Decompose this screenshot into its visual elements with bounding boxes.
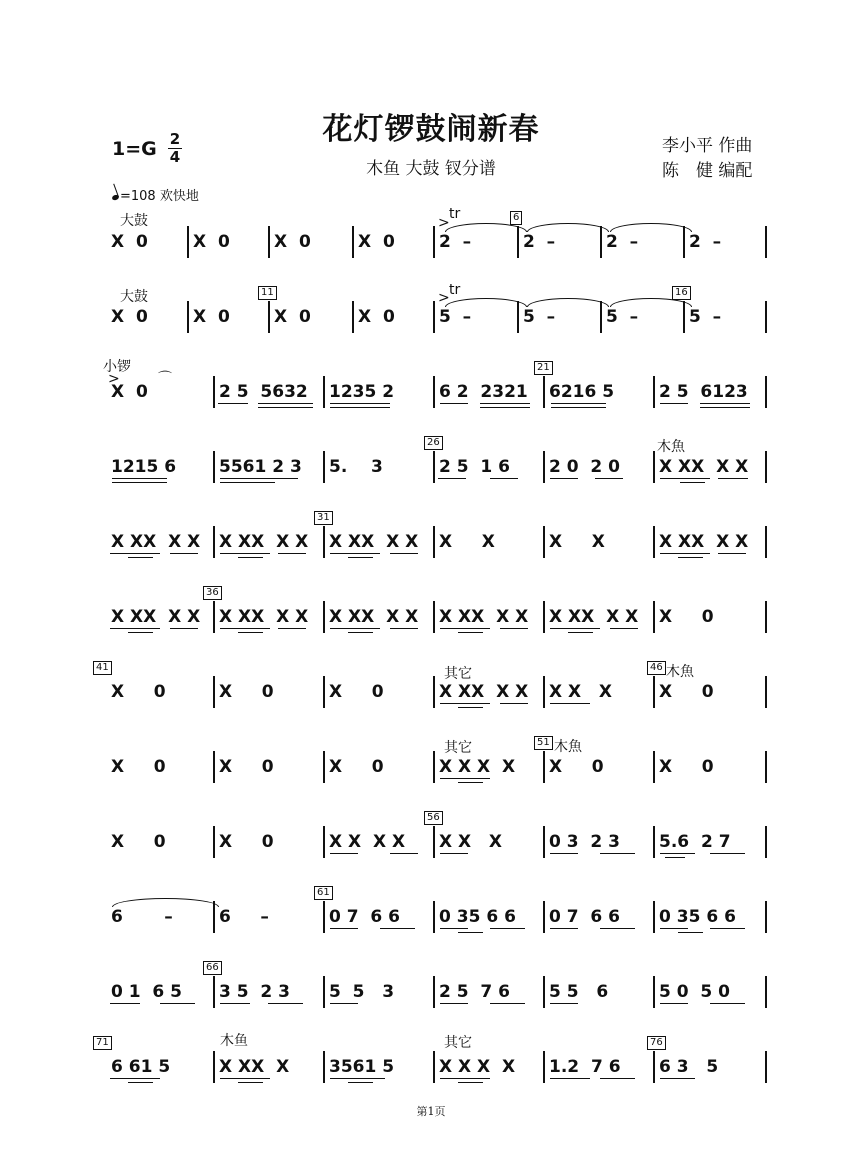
- measure-notes: 5.6 2 7: [659, 832, 731, 852]
- beam-underline: [112, 482, 167, 483]
- measure-notes: 2 –: [523, 232, 556, 252]
- barline: [433, 676, 435, 708]
- measure-notes: X XX X X: [439, 607, 529, 627]
- beam-underline: [490, 1003, 525, 1004]
- beam-underline: [438, 478, 466, 479]
- barline: [433, 376, 435, 408]
- instrument-label-dagu: 大鼓: [120, 213, 148, 229]
- measure-notes: X 0: [193, 232, 230, 252]
- barline: [268, 226, 270, 258]
- barline: [653, 1051, 655, 1083]
- barline: [433, 301, 435, 333]
- measure-notes: 1.2 7 6: [549, 1057, 621, 1077]
- beam-underline: [390, 628, 418, 629]
- instrument-label-muyu: 木魚: [657, 439, 685, 455]
- measure-notes: X XX X X: [329, 532, 419, 552]
- barline: [323, 376, 325, 408]
- beam-underline: [550, 628, 600, 629]
- beam-underline: [660, 853, 695, 854]
- measure-notes: X 0: [358, 307, 395, 327]
- beam-underline: [390, 553, 418, 554]
- instrument-label-qita: 其它: [444, 666, 472, 682]
- measure-number: 31: [314, 511, 333, 525]
- trill-mark: tr: [449, 206, 461, 222]
- tempo-marking: [112, 185, 199, 204]
- measure-notes: X 0: [219, 757, 274, 777]
- beam-underline: [220, 478, 275, 479]
- measure-number: 76: [647, 1036, 666, 1050]
- barline: [433, 226, 435, 258]
- measure-notes: 1235 2: [329, 382, 395, 402]
- measure-notes: 2 –: [689, 232, 722, 252]
- barline: [765, 376, 767, 408]
- barline: [323, 901, 325, 933]
- beam-underline: [128, 1082, 153, 1083]
- measure-number: 66: [203, 961, 222, 975]
- measure-notes: 2 0 2 0: [549, 457, 620, 477]
- beam-underline: [700, 407, 750, 408]
- beam-underline: [258, 403, 313, 404]
- barline: [653, 676, 655, 708]
- barline: [653, 901, 655, 933]
- measure-notes: X 0: [111, 382, 148, 402]
- measure-notes: 6 2 2321: [439, 382, 528, 402]
- score-row: [0, 605, 862, 675]
- barline: [213, 451, 215, 483]
- beam-underline: [128, 632, 153, 633]
- beam-underline: [718, 553, 746, 554]
- score-row: [0, 905, 862, 975]
- measure-number: 6: [510, 211, 522, 225]
- barline: [323, 451, 325, 483]
- beam-underline: [600, 928, 635, 929]
- barline: [765, 901, 767, 933]
- beam-underline: [440, 628, 490, 629]
- score-row: [0, 980, 862, 1050]
- barline: [433, 451, 435, 483]
- measure-notes: X 0: [358, 232, 395, 252]
- beam-underline: [268, 478, 298, 479]
- beam-underline: [110, 628, 160, 629]
- barline: [653, 826, 655, 858]
- tie-slur: [527, 223, 609, 232]
- beam-underline: [220, 482, 275, 483]
- quarter-note-icon: [111, 194, 119, 201]
- beam-underline: [348, 1082, 373, 1083]
- barline: [765, 451, 767, 483]
- barline: [213, 751, 215, 783]
- beam-underline: [458, 707, 483, 708]
- measure-notes: 0 7 6 6: [329, 907, 400, 927]
- beam-underline: [330, 553, 380, 554]
- barline: [213, 976, 215, 1008]
- barline: [765, 676, 767, 708]
- measure-notes: X XX X X: [659, 457, 749, 477]
- barline: [187, 226, 189, 258]
- barline: [765, 751, 767, 783]
- score-row: [0, 680, 862, 750]
- barline: [323, 601, 325, 633]
- measure-notes: 0 7 6 6: [549, 907, 620, 927]
- barline: [543, 676, 545, 708]
- beam-underline: [348, 557, 373, 558]
- beam-underline: [160, 1003, 195, 1004]
- beam-underline: [330, 403, 390, 404]
- measure-notes: 2 5 1 6: [439, 457, 510, 477]
- instrument-label-dagu: 大鼓: [120, 289, 148, 305]
- beam-underline: [238, 1082, 263, 1083]
- subtitle: 木鱼 大鼓 钗分谱: [366, 159, 496, 179]
- key-signature: 1=G: [112, 138, 157, 160]
- barline: [765, 826, 767, 858]
- measure-number: 36: [203, 586, 222, 600]
- measure-notes: 0 35 6 6: [439, 907, 516, 927]
- score-row: [0, 830, 862, 900]
- barline: [268, 301, 270, 333]
- beam-underline: [440, 403, 468, 404]
- beam-underline: [550, 853, 578, 854]
- trill-mark: tr: [449, 282, 461, 298]
- barline: [213, 376, 215, 408]
- measure-notes: 6 –: [111, 907, 173, 927]
- barline: [765, 601, 767, 633]
- beam-underline: [610, 628, 638, 629]
- measure-notes: X 0: [111, 682, 166, 702]
- measure-notes: 5 –: [523, 307, 556, 327]
- instrument-label-muyu: 木魚: [554, 739, 582, 755]
- measure-notes: 2 5 7 6: [439, 982, 510, 1002]
- measure-notes: X 0: [193, 307, 230, 327]
- barline: [653, 976, 655, 1008]
- barline: [653, 376, 655, 408]
- barline: [653, 601, 655, 633]
- barline: [543, 526, 545, 558]
- measure-notes: 2 5 5632: [219, 382, 308, 402]
- beam-underline: [218, 403, 248, 404]
- measure-notes: X XX X X: [111, 607, 201, 627]
- barline: [543, 1051, 545, 1083]
- instrument-label-muyu: 木鱼: [220, 1033, 248, 1049]
- beam-underline: [550, 1078, 590, 1079]
- score-row: [0, 455, 862, 525]
- beam-underline: [678, 557, 703, 558]
- measure-notes: X 0: [549, 757, 604, 777]
- beam-underline: [128, 557, 153, 558]
- measure-notes: X XX X X: [329, 607, 419, 627]
- measure-notes: 6 –: [219, 907, 269, 927]
- measure-notes: X 0: [329, 757, 384, 777]
- beam-underline: [500, 703, 528, 704]
- beam-underline: [110, 1003, 140, 1004]
- beam-underline: [258, 407, 313, 408]
- barline: [323, 826, 325, 858]
- measure-notes: X 0: [659, 682, 714, 702]
- instrument-label-muyu: 木魚: [666, 664, 694, 680]
- barline: [323, 676, 325, 708]
- beam-underline: [390, 853, 418, 854]
- beam-underline: [220, 628, 270, 629]
- beam-underline: [718, 478, 748, 479]
- measure-notes: 5 5 6: [549, 982, 609, 1002]
- beam-underline: [710, 1003, 745, 1004]
- beam-underline: [330, 1078, 385, 1079]
- barline: [433, 976, 435, 1008]
- beam-underline: [660, 553, 710, 554]
- barline: [433, 826, 435, 858]
- barline: [543, 451, 545, 483]
- measure-notes: 3561 5: [329, 1057, 395, 1077]
- beam-underline: [665, 857, 685, 858]
- page-title: 花灯锣鼓闹新春: [322, 112, 540, 147]
- beam-underline: [238, 557, 263, 558]
- measure-notes: 0 35 6 6: [659, 907, 736, 927]
- beam-underline: [330, 1003, 358, 1004]
- barline: [213, 676, 215, 708]
- barline: [323, 1051, 325, 1083]
- beam-underline: [490, 928, 525, 929]
- barline: [187, 301, 189, 333]
- barline: [543, 976, 545, 1008]
- beam-underline: [380, 928, 415, 929]
- beam-underline: [440, 1003, 468, 1004]
- beam-underline: [550, 928, 578, 929]
- measure-notes: X 0: [329, 682, 384, 702]
- beam-underline: [680, 482, 705, 483]
- measure-notes: X X X: [549, 682, 612, 702]
- barline: [765, 226, 767, 258]
- measure-number: 16: [672, 286, 691, 300]
- beam-underline: [480, 403, 530, 404]
- beam-underline: [110, 1078, 160, 1079]
- measure-notes: 5 0 5 0: [659, 982, 730, 1002]
- arranger-credit: 陈 健 编配: [662, 161, 753, 181]
- tie-slur: [610, 223, 692, 232]
- beam-underline: [278, 628, 306, 629]
- measure-number: 21: [534, 361, 553, 375]
- measure-notes: X 0: [274, 232, 311, 252]
- measure-notes: 6 61 5: [111, 1057, 171, 1077]
- measure-notes: X XX X X: [549, 607, 639, 627]
- measure-notes: 2 –: [439, 232, 472, 252]
- measure-number: 46: [647, 661, 666, 675]
- barline: [543, 751, 545, 783]
- beam-underline: [112, 478, 167, 479]
- instrument-label-qita: 其它: [444, 1035, 472, 1051]
- beam-underline: [660, 1078, 695, 1079]
- measure-notes: X XX X X: [219, 532, 309, 552]
- beam-underline: [330, 407, 390, 408]
- measure-number: 56: [424, 811, 443, 825]
- beam-underline: [330, 853, 358, 854]
- beam-underline: [220, 1003, 250, 1004]
- measure-number: 51: [534, 736, 553, 750]
- barline: [213, 826, 215, 858]
- beam-underline: [348, 632, 373, 633]
- page-number: 第1页: [416, 1105, 446, 1118]
- beam-underline: [710, 853, 745, 854]
- accent-mark: >: [108, 371, 120, 387]
- beam-underline: [330, 928, 358, 929]
- measure-number: 26: [424, 436, 443, 450]
- measure-notes: X X X X: [329, 832, 406, 852]
- measure-notes: X 0: [111, 232, 148, 252]
- measure-notes: 1215 6: [111, 457, 177, 477]
- beam-underline: [458, 782, 483, 783]
- beam-underline: [330, 628, 380, 629]
- barline: [765, 301, 767, 333]
- beam-underline: [660, 478, 710, 479]
- measure-notes: 5 –: [689, 307, 722, 327]
- beam-underline: [238, 632, 263, 633]
- beam-underline: [440, 928, 468, 929]
- measure-notes: 5 –: [439, 307, 472, 327]
- measure-number: 11: [258, 286, 277, 300]
- barline: [433, 601, 435, 633]
- barline: [323, 751, 325, 783]
- measure-notes: 2 5 6123: [659, 382, 748, 402]
- measure-notes: X 0: [219, 832, 274, 852]
- barline: [653, 526, 655, 558]
- instrument-label-qita: 其它: [444, 740, 472, 756]
- measure-notes: X XX X: [219, 1057, 290, 1077]
- measure-notes: X X X X: [439, 757, 516, 777]
- tempo-text: =108 欢快地: [120, 189, 199, 204]
- beam-underline: [458, 632, 483, 633]
- score-row: [0, 530, 862, 600]
- barline: [433, 526, 435, 558]
- measure-notes: X XX X X: [439, 682, 529, 702]
- beam-underline: [440, 778, 490, 779]
- fermata-mark: ⌒: [158, 371, 172, 387]
- beam-underline: [440, 703, 490, 704]
- measure-notes: X 0: [659, 607, 714, 627]
- beam-underline: [170, 628, 198, 629]
- barline: [765, 976, 767, 1008]
- barline: [352, 301, 354, 333]
- measure-notes: X 0: [219, 682, 274, 702]
- barline: [653, 451, 655, 483]
- beam-underline: [660, 928, 688, 929]
- barline: [653, 751, 655, 783]
- measure-notes: 5 5 3: [329, 982, 395, 1002]
- measure-notes: X X: [549, 532, 605, 552]
- beam-underline: [551, 403, 606, 404]
- beam-underline: [268, 1003, 303, 1004]
- beam-underline: [440, 853, 468, 854]
- accent-mark: >: [438, 290, 450, 306]
- measure-notes: 5. 3: [329, 457, 383, 477]
- barline: [323, 976, 325, 1008]
- measure-notes: 6216 5: [549, 382, 615, 402]
- beam-underline: [710, 928, 745, 929]
- beam-underline: [678, 932, 703, 933]
- barline: [543, 901, 545, 933]
- beam-underline: [278, 553, 306, 554]
- barline: [213, 526, 215, 558]
- time-denominator: 4: [169, 148, 181, 166]
- beam-underline: [600, 853, 635, 854]
- measure-notes: X 0: [659, 757, 714, 777]
- measure-notes: X 0: [111, 307, 148, 327]
- beam-underline: [110, 553, 160, 554]
- measure-notes: X 0: [111, 832, 166, 852]
- barline: [543, 826, 545, 858]
- measure-notes: 6 3 5: [659, 1057, 719, 1077]
- beam-underline: [440, 1078, 490, 1079]
- measure-notes: 0 3 2 3: [549, 832, 620, 852]
- measure-number: 41: [93, 661, 112, 675]
- beam-underline: [480, 407, 530, 408]
- beam-underline: [550, 1003, 578, 1004]
- barline: [433, 901, 435, 933]
- barline: [543, 601, 545, 633]
- measure-notes: 5 –: [606, 307, 639, 327]
- measure-notes: 3 5 2 3: [219, 982, 290, 1002]
- barline: [765, 1051, 767, 1083]
- time-signature: [168, 131, 182, 166]
- beam-underline: [458, 1082, 483, 1083]
- beam-underline: [700, 403, 750, 404]
- accent-mark: >: [438, 215, 450, 231]
- measure-notes: 2 –: [606, 232, 639, 252]
- barline: [323, 526, 325, 558]
- barline: [543, 376, 545, 408]
- composer-credit: 李小平 作曲: [662, 136, 753, 156]
- measure-notes: X XX X X: [659, 532, 749, 552]
- beam-underline: [220, 1078, 270, 1079]
- measure-number: 71: [93, 1036, 112, 1050]
- beam-underline: [660, 1003, 688, 1004]
- measure-notes: X 0: [111, 757, 166, 777]
- barline: [765, 526, 767, 558]
- measure-number: 61: [314, 886, 333, 900]
- measure-notes: X 0: [274, 307, 311, 327]
- barline: [352, 226, 354, 258]
- beam-underline: [550, 703, 590, 704]
- beam-underline: [500, 628, 528, 629]
- measure-notes: X X X X: [439, 1057, 516, 1077]
- beam-underline: [600, 1078, 635, 1079]
- measure-notes: X XX X X: [111, 532, 201, 552]
- instrument-label-xiaoluo: 小锣: [103, 359, 131, 375]
- beam-underline: [595, 478, 623, 479]
- measure-notes: 0 1 6 5: [111, 982, 182, 1002]
- beam-underline: [550, 478, 578, 479]
- measure-notes: X X X: [439, 832, 502, 852]
- barline: [433, 1051, 435, 1083]
- measure-notes: 5561 2 3: [219, 457, 302, 477]
- barline: [213, 1051, 215, 1083]
- measure-notes: X XX X X: [219, 607, 309, 627]
- beam-underline: [568, 632, 593, 633]
- beam-underline: [551, 407, 606, 408]
- beam-underline: [660, 403, 688, 404]
- barline: [433, 751, 435, 783]
- beam-underline: [220, 553, 270, 554]
- time-numerator: 2: [169, 130, 181, 148]
- measure-notes: X X: [439, 532, 495, 552]
- barline: [213, 601, 215, 633]
- beam-underline: [458, 932, 483, 933]
- beam-underline: [490, 478, 518, 479]
- beam-underline: [170, 553, 198, 554]
